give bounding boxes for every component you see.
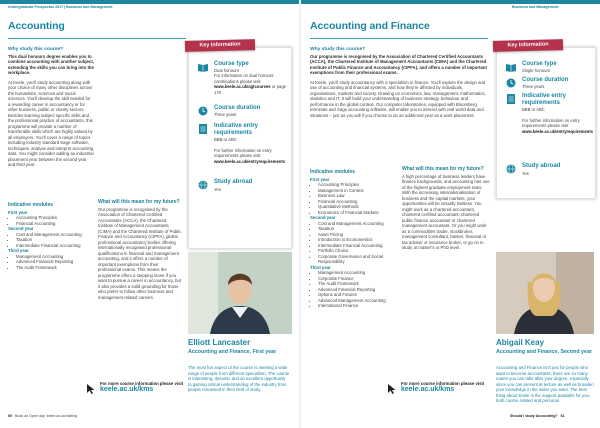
footer-right <box>510 414 565 418</box>
key-information-box <box>496 41 596 199</box>
entry-requirements-heading: Indicative entry requirements <box>214 123 259 136</box>
year-label: Third year <box>310 264 331 270</box>
mouse-pointer-icon <box>386 383 400 395</box>
page-title: Accounting <box>8 20 65 32</box>
book-icon <box>197 62 209 72</box>
modules-heading: Indicative modules <box>8 202 54 208</box>
document-icon <box>197 124 209 134</box>
list-item: • The Audit Framework <box>16 265 94 271</box>
footer-text: Book an Open day: keele.ac.uk/visiting <box>15 414 77 418</box>
entry-requirements-value: BBB or ABC For further information on entry requirements please visit www.keele.ac.uk/entryrequirements <box>214 137 286 164</box>
dual-honours-link[interactable]: www.keele.ac.uk/agtcourses <box>214 84 271 90</box>
student-photo <box>496 252 594 334</box>
future-heading: What will this mean for my future? <box>98 199 180 205</box>
module-list <box>310 270 398 309</box>
list-item: • Taxation <box>16 237 94 243</box>
study-abroad-value: Yes <box>522 171 529 176</box>
list-item: • Corporate Governance and Social Responsibility <box>318 254 398 265</box>
page-number: 60 <box>8 414 12 418</box>
clock-icon <box>197 106 209 116</box>
module-list <box>310 182 398 215</box>
right-modules <box>310 167 398 309</box>
cta-text: For more course information please visit <box>401 381 485 386</box>
why-study-heading: Why study this course? <box>8 47 64 52</box>
year-label: Second year <box>8 226 34 231</box>
list-item: • International Finance <box>318 303 398 309</box>
book-icon <box>505 62 517 72</box>
year-label: Second year <box>310 215 336 220</box>
list-item: • Management Accounting <box>16 254 94 260</box>
list-item: • Advanced Management Accounting <box>318 298 398 304</box>
year-label: First year <box>8 209 28 215</box>
student-quote: Accounting and Finance isn't just for people who want to become accountants; there are so many routes you can take after your degree, especially since you can present at lecture as well as broaden your knowledge in the wider you want. The best thing about Keele is the support available for you, both course related and personal. <box>496 365 594 403</box>
list-item: • Advanced Financial Reporting <box>16 259 94 265</box>
footer-left <box>8 414 77 418</box>
cta-link[interactable]: keele.ac.uk/kms <box>100 386 154 393</box>
why-study-heading: Why study this course? <box>310 47 366 52</box>
modules-heading: Indicative modules <box>310 169 356 175</box>
list-item: • Economics of Financial Markets <box>318 210 398 216</box>
student-portrait-icon <box>496 252 594 334</box>
list-item: • Financial Accounting <box>16 221 94 227</box>
key-information-tab: Key Information <box>493 39 563 52</box>
list-item: • Asset Pricing <box>318 232 398 238</box>
list-item: • Introduction to Econometrics <box>318 237 398 243</box>
list-item: • Management in Context <box>318 188 398 194</box>
list-item: • Corporate Finance <box>318 276 398 282</box>
list-item: • Intermediate Financial Accounting <box>16 243 94 249</box>
intro-paragraph: At Keele, you'll study accountancy with a specialism in finance. You'll explore the design and use of accounting and financial systems, and how they're affected by individuals, organisations, markets and society. Drawing on economics, law, management, mathematics, statistics and IT, it will build your understanding of business strategy, behaviour and performance in the global context. Our computer laboratories, equipped with Bloomberg terminals and Sage accounting software, will enable you to interact with real world data and situations – just as you will if you choose to do an additional year as a work placement. <box>310 79 486 118</box>
list-item: • Management Accounting <box>318 270 398 276</box>
right-column-main <box>310 47 488 122</box>
course-type-value: Single honours <box>522 68 550 73</box>
future-paragraph: A high percentage of business leaders have finance backgrounds, and accounting has one of the highest graduate employment rates. With the increasing internationalisation of business and the capital markets, your opportunities will be virtually limitless. You might work as a chartered accountant, chartered certified accountant, chartered public finance accountant or chartered management accountant. Or you might work as a commodities trader, stockbroker, management consultant, banker, financial or tax adviser or insurance broker, or go on to study at master's or PhD level. <box>402 173 490 250</box>
title-rule <box>8 38 186 39</box>
list-item: • Portfolio Choice <box>318 248 398 254</box>
module-list <box>8 215 94 226</box>
running-header-left: Undergraduate Prospectus 2017 | Business and Management <box>8 5 113 9</box>
student-name: Abigail Keay <box>496 338 545 347</box>
course-duration-value: Three years <box>214 112 237 117</box>
document-icon <box>505 94 517 104</box>
future-paragraph: Our programme is recognised by the Association of Chartered Certified Accountants (ACCA), the Chartered Institute of Management Accountants (CIMA) and the Chartered Institute of Public Finance and Accountancy (CIPFA), global professional accountancy bodies offering internationally recognised professional qualifications in financial and management accounting, and it offers a number of important exemptions from their professional exams. This means the programme offers a stepping stone if you want to pursue a career in accountancy, but it also provides a solid grounding for those who prefer to follow other business and management related careers. <box>98 206 182 300</box>
mouse-pointer-icon <box>85 383 99 395</box>
module-list <box>310 221 398 265</box>
list-item: • Financial Accounting <box>318 199 398 205</box>
cta-link[interactable]: keele.ac.uk/kms <box>401 386 455 393</box>
page-title: Accounting and Finance <box>310 20 430 32</box>
footer-text: Should I study Accounting? <box>510 414 558 418</box>
entry-requirements-value: BBB or ABC For further information on entry requirements please visit www.keele.ac.uk/entryrequirements <box>522 107 594 134</box>
left-modules <box>8 200 94 270</box>
course-duration-heading: Course duration <box>214 105 261 111</box>
key-information-box <box>188 41 292 249</box>
title-rule <box>310 38 488 39</box>
course-type-value: Dual honours For information on dual honours combinations please visit www.keele.ac.uk/agtcourses or page 176 <box>214 68 287 95</box>
right-page <box>300 0 600 428</box>
course-duration-heading: Course duration <box>522 77 569 83</box>
module-list <box>8 232 94 249</box>
list-item: • Intermediate Financial Accounting <box>318 243 398 249</box>
list-item: • Advanced Financial Reporting <box>318 287 398 293</box>
cta-text: For more course information please visit <box>100 381 184 386</box>
student-course: Accounting and Finance, First year <box>188 349 277 355</box>
page-number: 61 <box>560 414 565 418</box>
lead-paragraph: Our programme is recognised by the Association of Chartered Certified Accountants (ACCA), the Chartered Institute of Management Accountants (CIMA) and the Chartered Institute of Public Finance and Accountancy (CIPFA), and offers a number of important exemptions from their professional exams. <box>310 53 487 75</box>
student-portrait-icon <box>188 252 292 334</box>
lead-paragraph: This dual honours degree enables you to combine accounting with another subject, extending the skills you can bring into the workplace. <box>8 53 94 75</box>
student-name: Elliott Lancaster <box>188 338 251 347</box>
course-type-heading: Course type <box>214 61 249 67</box>
list-item: • Cost and Management Accounting <box>318 221 398 227</box>
list-item: • Accounting Principles <box>16 215 94 221</box>
future-heading: What will this mean for my future? <box>402 166 484 172</box>
year-label: First year <box>310 176 330 182</box>
list-item: • Accounting Principles <box>318 182 398 188</box>
intro-paragraph: At Keele, you'll study accounting along with your choice of many other disciplines across the humanities, sciences and social sciences. You'll develop the skill needed for a rewarding career in accountancy or for other business, public or charity sectors. Besides learning subject specific skills and the professional practice of accountants, this programme will provide a number of transferable skills which are highly valued by all employers. You'll cover a range of topics including industry standard Sage software, techniques, analyse and interpret accounting data. You might consider adding an industrial placement year between the second year and third year. <box>8 79 94 167</box>
study-abroad-heading: Study abroad <box>522 163 561 169</box>
student-photo <box>188 252 292 334</box>
module-list <box>8 254 94 271</box>
left-column-main <box>8 47 94 172</box>
left-future-column <box>98 200 182 304</box>
right-future-column <box>402 167 490 255</box>
course-info-cta <box>100 381 183 393</box>
entry-requirements-link[interactable]: www.keele.ac.uk/entryrequirements <box>214 158 286 164</box>
year-label: Third year <box>8 248 29 253</box>
globe-icon <box>505 164 517 174</box>
course-type-heading: Course type <box>522 61 557 67</box>
course-info-cta <box>401 381 484 393</box>
list-item: • The Audit Framework <box>318 281 398 287</box>
entry-requirements-heading: Indicative entry requirements <box>522 93 567 106</box>
clock-icon <box>505 78 517 88</box>
key-information-tab: Key Information <box>185 39 255 52</box>
entry-requirements-link[interactable]: www.keele.ac.uk/entryrequirements <box>522 128 594 134</box>
running-header-right: Business and Management <box>512 5 559 9</box>
list-item: • Options and Futures <box>318 292 398 298</box>
study-abroad-value: Yes <box>214 187 221 192</box>
student-quote: The most fun aspect of the course is meeting a wide range of people from different specialism. The course is interesting, dynamic and an excellent opportunity to gaining critical understanding of the industry from people renowned in their field of study. <box>188 365 290 392</box>
globe-icon <box>197 180 209 190</box>
list-item: • Quantitative Methods <box>318 204 398 210</box>
list-item: • Cost and Management Accounting <box>16 232 94 238</box>
study-abroad-heading: Study abroad <box>214 179 253 185</box>
list-item: • Business Law <box>318 193 398 199</box>
student-course: Accounting and Finance, Second year <box>496 349 592 355</box>
list-item: • Taxation <box>318 226 398 232</box>
course-duration-value: Three years <box>522 84 545 89</box>
